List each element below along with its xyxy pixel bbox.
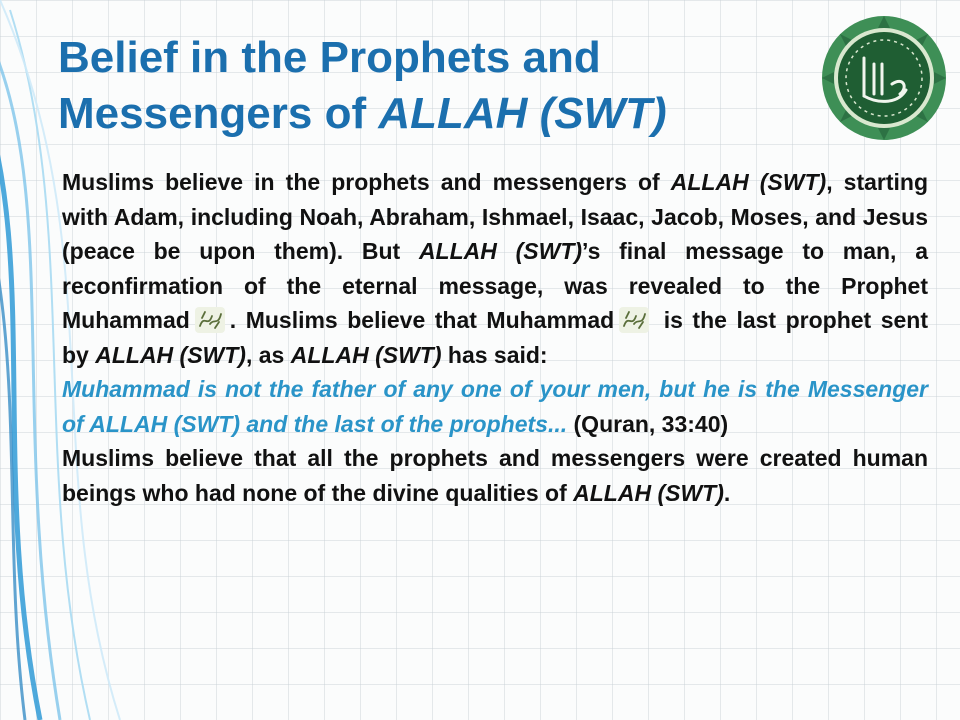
slide-body [62, 165, 928, 510]
quran-quote [62, 372, 928, 441]
text-run: , as [245, 341, 291, 368]
allah-calligraphy-seal-icon [820, 14, 948, 142]
text-run: ’s final message to man, a reconfirmation of the eternal message, was revealed to the Prophet Muhammad [62, 238, 928, 333]
quote-text: Muhammad is not the father of any one of your men, but he is the Messenger of ALLAH (SWT) and the last of the prophets... [62, 376, 928, 437]
quote-reference: (Quran, 33:40) [567, 410, 729, 437]
text-run: has said: [441, 341, 548, 368]
pbuh-calligraphy-icon [194, 306, 226, 334]
text-run: is the last prophet sent by [62, 307, 928, 368]
title-line-2 [58, 86, 778, 142]
title-line-2-prefix: Messengers of [58, 89, 379, 138]
text-run: Muslims believe in the prophets and messengers of [62, 169, 671, 195]
text-run-italic: ALLAH (SWT) [95, 341, 246, 368]
paragraph-prophets [62, 165, 928, 372]
title-line-1: Belief in the Prophets and [58, 33, 601, 82]
title-line-2-italic: ALLAH (SWT) [378, 89, 667, 138]
text-run: . Muslims believe that Muhammad [229, 307, 615, 333]
text-run-italic: ALLAH (SWT) [418, 238, 583, 264]
text-run: . [723, 479, 731, 506]
paragraph-human-beings [62, 441, 928, 510]
text-run-italic: ALLAH (SWT) [670, 169, 827, 195]
text-run: Muslims believe that all the prophets and messengers were created human beings who had none of the divine qualities of [62, 445, 928, 506]
text-run-italic: ALLAH (SWT) [290, 341, 442, 368]
text-run: , starting with Adam, including Noah, Abraham, Ishmael, Isaac, Jacob, Moses, and Jesus (peace be upon them). But [62, 169, 928, 264]
pbuh-calligraphy-icon [618, 306, 650, 334]
text-run-italic: ALLAH (SWT) [573, 479, 724, 506]
slide-title [58, 30, 778, 142]
